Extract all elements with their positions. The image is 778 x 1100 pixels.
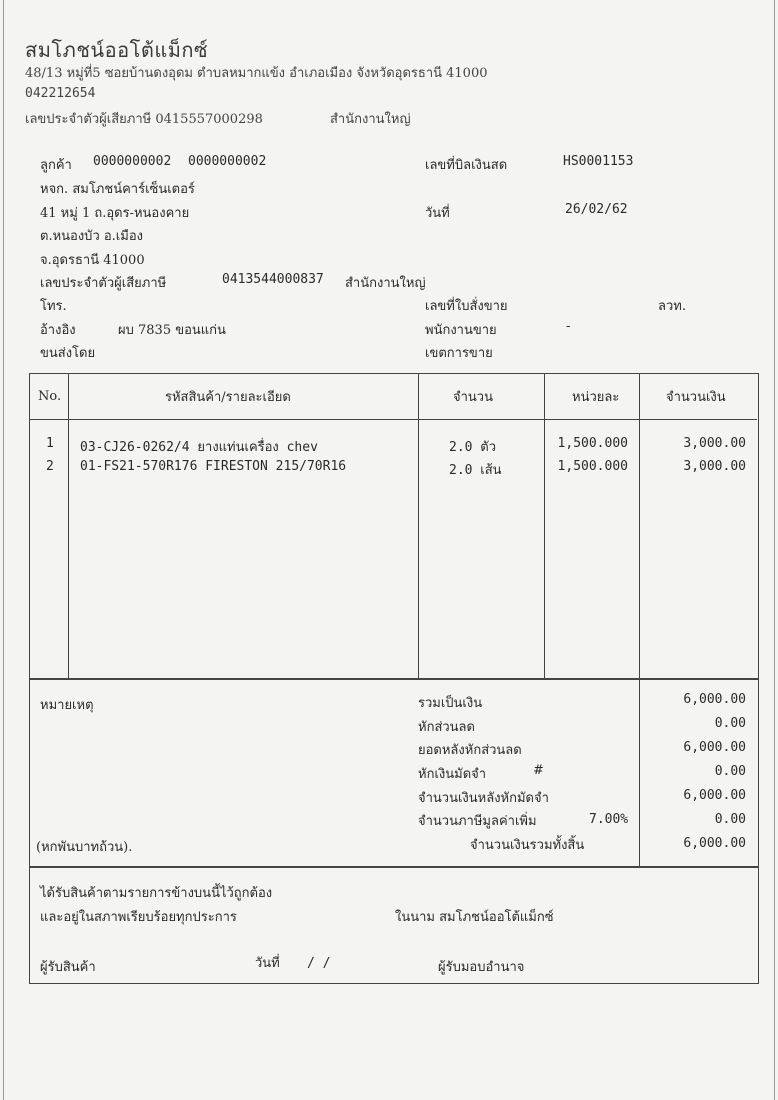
receive-date-label: วันที่ <box>255 956 280 971</box>
after-discount-label: ยอดหลังหักส่วนลด <box>418 743 522 758</box>
table-row-no: 2 <box>46 459 54 474</box>
table-row-unit-price: 1,500.000 <box>557 459 628 474</box>
authorized-signature-label: ผู้รับมอบอำนาจ <box>438 960 525 975</box>
after-deposit-label: จำนวนเงินหลังหักมัดจำ <box>418 791 549 806</box>
customer-tel-label: โทร. <box>40 299 67 314</box>
remark-label: หมายเหตุ <box>40 698 94 713</box>
on-behalf-of: ในนาม สมโภชน์ออโต้แม็กซ์ <box>395 910 554 925</box>
company-address: 48/13 หมู่ที่5 ซอยบ้านดงอุดม ตำบลหมากแข้ง อำเภอเมือง จังหวัดอุดรธานี 41000 <box>25 66 488 81</box>
header-no: No. <box>38 389 62 404</box>
sales-area-label: เขตการขาย <box>425 346 493 361</box>
customer-name: หจก. สมโภชน์คาร์เซ็นเตอร์ <box>40 182 195 197</box>
customer-address-1: 41 หมู่ 1 ถ.อุดร-หนองคาย <box>40 206 190 221</box>
after-deposit-value: 6,000.00 <box>683 788 746 803</box>
deposit-value: 0.00 <box>714 764 746 779</box>
customer-code: 0000000002 <box>93 154 172 169</box>
customer-address-3: จ.อุดรธานี 41000 <box>40 253 145 268</box>
customer-address-2: ต.หนองบัว อ.เมือง <box>40 229 143 244</box>
vat-rate: 7.00% <box>589 812 629 827</box>
subtotal-value: 6,000.00 <box>683 692 746 707</box>
received-statement: ได้รับสินค้าตามรายการข้างบนนี้ไว้ถูกต้อง <box>40 886 273 901</box>
table-row-no: 1 <box>46 436 54 451</box>
table-row-amount: 3,000.00 <box>683 459 746 474</box>
grand-total-label: จำนวนเงินรวมทั้งสิ้น <box>470 838 585 853</box>
amount-in-words: (หกพันบาทถ้วน). <box>36 840 133 855</box>
after-discount-value: 6,000.00 <box>683 740 746 755</box>
vat-label: จำนวนภาษีมูลค่าเพิ่ม <box>418 814 537 829</box>
customer-tax-id: 0413544000837 <box>222 272 324 287</box>
bill-date: 26/02/62 <box>565 202 628 217</box>
header-amount: จำนวนเงิน <box>666 390 726 405</box>
bill-date-label: วันที่ <box>425 206 450 221</box>
table-row-amount: 3,000.00 <box>683 436 746 451</box>
company-phone: 042212654 <box>25 86 96 101</box>
table-header-divider <box>29 419 757 420</box>
discount-label: หักส่วนลด <box>418 720 475 735</box>
table-row-description: 01-FS21-570R176 FIRESTON 215/70R16 <box>80 459 347 474</box>
customer-label: ลูกค้า <box>40 158 72 173</box>
receive-date-slashes: / / <box>307 956 331 971</box>
customer-code-2: 0000000002 <box>188 154 267 169</box>
vat-value: 0.00 <box>714 812 746 827</box>
sales-order-value: ลวท. <box>658 299 686 314</box>
company-tax-id: เลขประจำตัวผู้เสียภาษี 0415557000298 <box>25 112 263 127</box>
sales-order-label: เลขที่ใบสั่งขาย <box>425 299 508 314</box>
shipping-label: ขนส่งโดย <box>40 346 96 361</box>
salesperson-label: พนักงานขาย <box>425 323 497 338</box>
deposit-label: หักเงินมัดจำ <box>418 767 487 782</box>
table-row-unit-price: 1,500.000 <box>557 436 628 451</box>
bill-number: HS0001153 <box>563 154 634 169</box>
header-quantity: จำนวน <box>453 390 493 405</box>
header-description: รหัสสินค้า/รายละเอียด <box>165 390 291 405</box>
grand-total-value: 6,000.00 <box>683 836 746 851</box>
table-row-quantity: 2.0 ตัว <box>449 440 497 455</box>
company-name: สมโภชน์ออโต้แม็กซ์ <box>25 38 209 62</box>
table-row-quantity: 2.0 เส้น <box>449 463 502 478</box>
company-branch: สำนักงานใหญ่ <box>330 112 411 127</box>
customer-tax-label: เลขประจำตัวผู้เสียภาษี <box>40 276 167 291</box>
bill-number-label: เลขที่บิลเงินสด <box>425 158 508 173</box>
reference-label: อ้างอิง <box>40 323 76 338</box>
header-unit-price: หน่วยละ <box>572 390 620 405</box>
receiver-signature-label: ผู้รับสินค้า <box>40 960 96 975</box>
subtotal-label: รวมเป็นเงิน <box>418 696 483 711</box>
customer-branch: สำนักงานใหญ่ <box>345 276 426 291</box>
deposit-mark: # <box>533 763 544 778</box>
salesperson-value: - <box>566 319 571 334</box>
condition-statement: และอยู่ในสภาพเรียบร้อยทุกประการ <box>40 910 237 925</box>
discount-value: 0.00 <box>714 716 746 731</box>
reference-value: ผบ 7835 ขอนแก่น <box>118 323 226 338</box>
table-row-description: 03-CJ26-0262/4 ยางแท่นเครื่อง chev <box>80 440 318 455</box>
